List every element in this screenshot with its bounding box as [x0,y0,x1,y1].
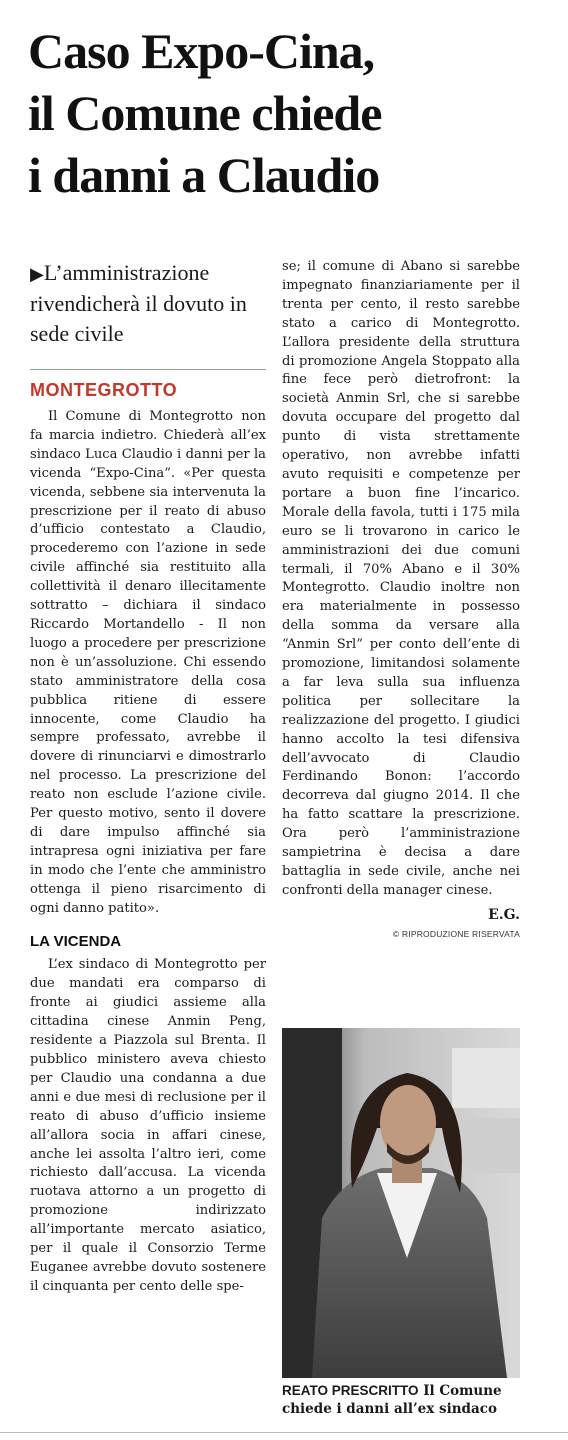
section-title: LA VICENDA [30,933,122,951]
article-column-right [282,258,520,939]
article-body-continued: se; il comune di Abano si sarebbe impegnato finanziariamente per il trenta per cento, il resto sarebbe stato a carico di Montegrotto. L’allora presidente della struttura di promozione Angela Stoppato alla fine fece però dietrofront: la società Anmin Srl, che si sarebbe dovuta occupare del progetto dal punto di vista strettamente operativo, non avrebbe infatti avuto requisiti e competenze per portare a buon fine l’incarico. Morale della favola, tutti i 175 mila euro se li trovarono in carico le amministrazioni dei due comuni termali, il 70% Abano e il 30% Montegrotto. Claudio inoltre non era materialmente in possesso della somma da versare alla “Anmin Srl” per conto dell’ente di promozione, limitandosi solamente a far leva sulla sua influenza politica per sollecitare la realizzazione del progetto. I giudici hanno accolto la tesi difensiva dell’avvocato di Claudio Ferdinando Bonon: l’accordo decorreva dal giugno 2014. Il che ha fatto scattare la prescrizione. Ora però l’amministrazione sampietrina è decisa a dare battaglia in sede civile, anche nei confronti della manager cinese. [282,259,520,898]
portrait-photo-illustration [282,1028,520,1378]
dateline: MONTEGROTTO [30,380,178,400]
bottom-divider [0,1432,568,1433]
article-column-left [30,258,266,1297]
photo-caption [282,1382,520,1418]
headline-line-1: Caso Expo-Cina, [28,23,375,79]
portrait-photo [282,1028,520,1378]
article-body-section: L’ex sindaco di Montegrotto per due mandati era comparso di fronte ai giudici assieme alla cittadina cinese Anmin Peng, residente a Piazzola sul Brenta. Il pubblico ministero aveva chiesto per Claudio una condanna a due anni e due mesi di reclusione per il reato di abuso d’ufficio insieme all’allora socia in affari cinese, anche lei assolta l’altro ieri, come richiesto dall’accusa. La vicenda ruotava attorno a un progetto di promozione indirizzato all’importante mercato asiatico, per il quale il Consorzio Terme Euganee avrebbe dovuto sostenere il cinquanta per cento delle spe- [30,957,266,1294]
subheadline [30,258,266,349]
headline [28,20,558,206]
subheadline-text: L’amministrazione rivendicherà il dovuto in sede civile [30,260,247,346]
copyright-notice: © RIPRODUZIONE RISERVATA [392,928,520,939]
caption-text: Il Comune chiede i danni all’ex sindaco [282,1383,502,1417]
divider [30,369,266,370]
article-body-main: Il Comune di Montegrotto non fa marcia indietro. Chiederà all’ex sindaco Luca Claudio i danni per la vicenda “Expo-Cina”. «Per questa vicenda, sebbene sia intervenuta la prescrizione per il reato di abuso d’ufficio contestato a Claudio, procederemo con l’azione in sede civile affinché sia restituito alla collettività il denaro illecitamente sottratto – dichiara il sindaco Riccardo Mortandello - Il non luogo a procedere per prescrizione non è un’assoluzione. Chi essendo stato amministratore della cosa pubblica ritiene di essere innocente, come Claudio ha sempre professato, avrebbe il dovere di rinunciarvi e dimostrarlo nel processo. La prescrizione del reato non esclude l’azione civile. Per questo motivo, sento il dovere di dare impulso affinché sia intrapresa ogni iniziativa per fare in modo che l’ente che amministro ottenga il pieno risarcimento di ogni danno patito». [30,409,266,916]
headline-line-2: il Comune chiede [28,85,382,141]
triangle-marker-icon: ▶ [30,264,44,284]
author-signature: E.G. [488,906,520,923]
caption-kicker: REATO PRESCRITTO [282,1383,419,1398]
headline-line-3: i danni a Claudio [28,147,380,203]
